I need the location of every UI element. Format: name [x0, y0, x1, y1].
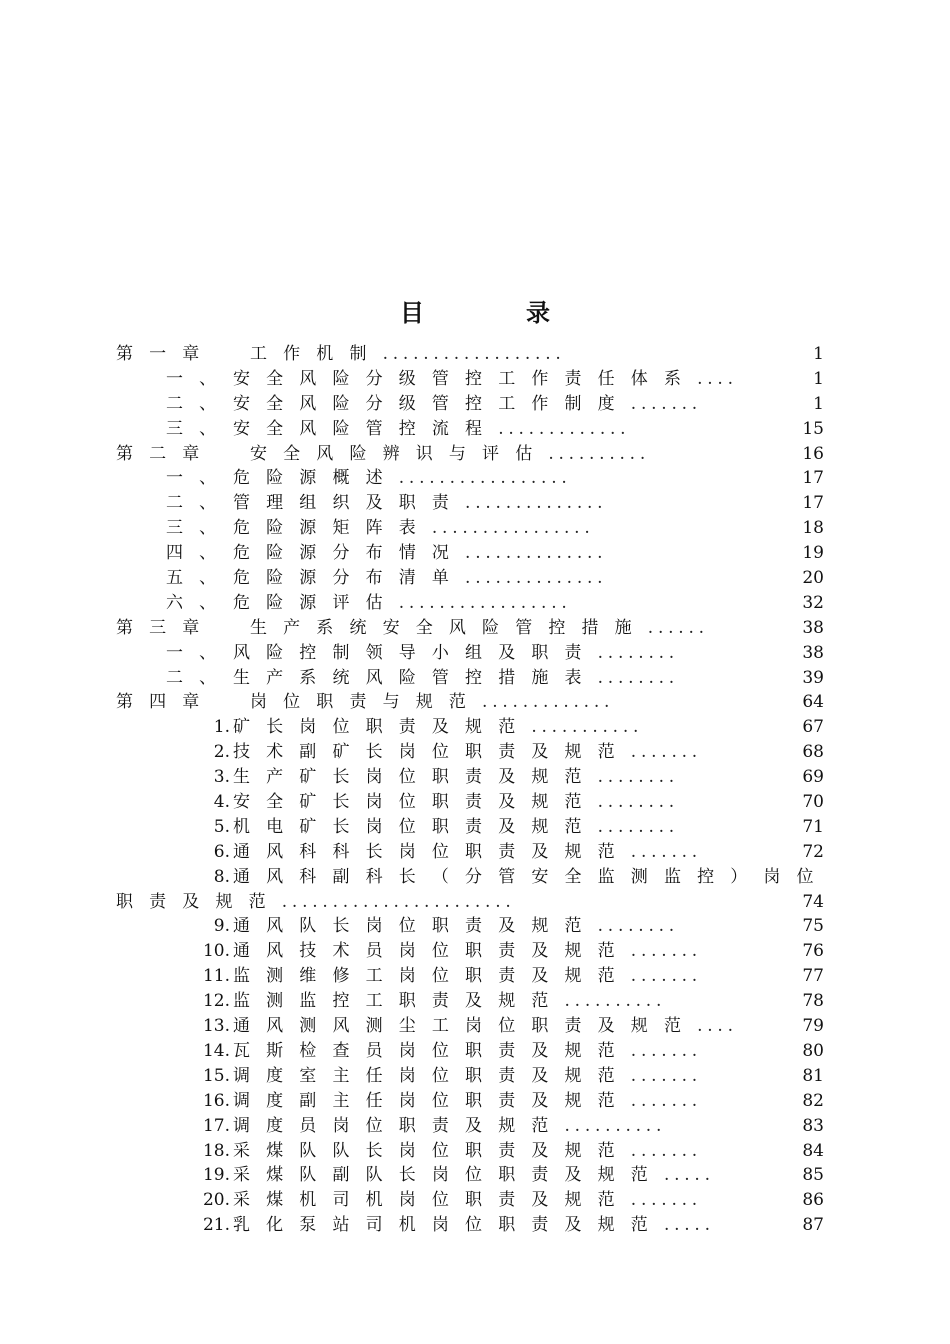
- toc-entry-title: 管理组织及职责: [233, 493, 466, 514]
- toc-entry-page-number: 39: [802, 667, 824, 688]
- toc-entry-title: 职责及规范: [116, 891, 282, 912]
- toc-entry-title: 危险源矩阵表: [233, 518, 432, 539]
- toc-entry-page-number: 87: [802, 1215, 824, 1236]
- toc-title-char-left: 目: [400, 298, 424, 327]
- toc-entry-title: 安全矿长岗位职责及规范: [233, 792, 598, 813]
- toc-entry-label: 一、: [166, 368, 233, 389]
- leader-dots: ........: [597, 792, 679, 813]
- toc-entry-title: 调度室主任岗位职责及规范: [233, 1065, 631, 1086]
- toc-entry-title: 工作机制: [250, 344, 383, 364]
- toc-entry-item[interactable]: [0, 840, 950, 865]
- leader-dots: .......: [630, 742, 702, 763]
- toc-entry-title: 危险源分布情况: [233, 543, 466, 564]
- toc-entry-label: 5.: [213, 816, 230, 837]
- toc-entry-page-number: 85: [802, 1165, 824, 1186]
- leader-dots: ....: [697, 1016, 738, 1037]
- leader-dots: .......: [630, 1140, 702, 1161]
- toc-entry-page-number: 15: [802, 418, 824, 439]
- toc-entry-section[interactable]: [0, 641, 950, 666]
- leader-dots: ..........: [548, 443, 650, 464]
- toc-entry-label: 9.: [213, 916, 230, 937]
- toc-entry-label: 第二章: [116, 443, 216, 464]
- toc-entry-title: 岗位职责与规范: [250, 692, 483, 713]
- toc-entry-label: 10.: [202, 941, 230, 962]
- toc-entry-title: 危险源评估: [233, 592, 399, 613]
- toc-entry-page-number: 80: [802, 1040, 824, 1061]
- leader-dots: ................: [431, 518, 595, 539]
- leader-dots: .......: [630, 1065, 702, 1086]
- toc-entry-page-number: 78: [802, 991, 824, 1012]
- leader-dots: .................: [398, 468, 572, 489]
- leader-dots: ........: [597, 667, 679, 688]
- leader-dots: ..............: [465, 568, 608, 589]
- toc-entry-label: 20.: [202, 1190, 230, 1211]
- toc-entry-page-number: 32: [802, 592, 824, 613]
- toc-entry-item[interactable]: [0, 1064, 950, 1089]
- toc-entry-title: 危险源概述: [233, 468, 399, 489]
- toc-entry-page-number: 83: [802, 1115, 824, 1136]
- toc-entry-page-number: 69: [802, 767, 824, 788]
- leader-dots: ..............: [465, 543, 608, 564]
- toc-entry-label: 六、: [166, 592, 233, 613]
- toc-entry-title: 采煤机司机岗位职责及规范: [233, 1190, 631, 1211]
- toc-entry-page-number: 79: [802, 1016, 824, 1037]
- toc-entry-item[interactable]: [0, 914, 950, 939]
- leader-dots: .......: [630, 1190, 702, 1211]
- toc-entry-label: 2.: [213, 742, 230, 763]
- toc-entry-label: 三、: [166, 518, 233, 539]
- toc-entry-label: 第三章: [116, 617, 216, 638]
- toc-entry-item[interactable]: [0, 989, 950, 1014]
- toc-entry-label: 二、: [166, 667, 233, 688]
- toc-entry-page-number: 64: [802, 692, 824, 713]
- toc-entry-item[interactable]: [0, 1139, 950, 1164]
- leader-dots: ..............: [465, 493, 608, 514]
- toc-entry-label: 二、: [166, 493, 233, 514]
- toc-entry-chapter[interactable]: [0, 442, 950, 467]
- toc-entry-label: 8.: [213, 866, 230, 887]
- toc-entry-title: 采煤队队长岗位职责及规范: [233, 1140, 631, 1161]
- toc-entry-page-number: 72: [802, 841, 824, 862]
- toc-entry-title: 调度副主任岗位职责及规范: [233, 1090, 631, 1111]
- toc-entry-title: 监测监控工职责及规范: [233, 991, 565, 1012]
- toc-entry-label: 一、: [166, 468, 233, 489]
- toc-entry-title: 生产矿长岗位职责及规范: [233, 767, 598, 788]
- toc-entry-item[interactable]: [0, 865, 950, 890]
- toc-entry-item[interactable]: [0, 1014, 950, 1039]
- toc-entry-item[interactable]: [0, 740, 950, 765]
- leader-dots: .......: [630, 1040, 702, 1061]
- toc-entry-title: 监测维修工岗位职责及规范: [233, 966, 631, 987]
- leader-dots: .......: [630, 966, 702, 987]
- toc-list: [0, 342, 950, 1238]
- leader-dots: ........: [597, 767, 679, 788]
- leader-dots: .......: [630, 941, 702, 962]
- leader-dots: .................: [398, 592, 572, 613]
- toc-entry-label: 13.: [202, 1016, 230, 1037]
- toc-entry-title: 机电矿长岗位职责及规范: [233, 816, 598, 837]
- toc-entry-label: 三、: [166, 418, 233, 439]
- leader-dots: .............: [482, 692, 615, 713]
- toc-entry-chapter[interactable]: [0, 690, 950, 715]
- toc-entry-page-number: 1: [813, 368, 824, 389]
- toc-entry-page-number: 86: [802, 1190, 824, 1211]
- leader-dots: .......: [630, 841, 702, 862]
- toc-entry-title: 技术副矿长岗位职责及规范: [233, 742, 631, 763]
- toc-entry-label: 17.: [202, 1115, 230, 1136]
- toc-entry-page-number: 76: [802, 941, 824, 962]
- toc-entry-item[interactable]: [0, 1163, 950, 1188]
- toc-entry-section[interactable]: [0, 516, 950, 541]
- toc-entry-title: 调度员岗位职责及规范: [233, 1115, 565, 1136]
- toc-entry-title: 危险源分布清单: [233, 568, 466, 589]
- leader-dots: ..........: [564, 1115, 667, 1136]
- toc-entry-section[interactable]: [0, 541, 950, 566]
- toc-entry-page-number: 77: [802, 966, 824, 987]
- toc-entry-item[interactable]: [0, 790, 950, 815]
- toc-entry-title: 安全风险分级管控工作制度: [233, 393, 631, 414]
- toc-entry-title: 风险控制领导小组及职责: [233, 642, 598, 663]
- toc-entry-title: 生产系统安全风险管控措施: [250, 617, 648, 638]
- toc-entry-section[interactable]: [0, 417, 950, 442]
- toc-entry-page-number: 71: [802, 816, 824, 837]
- toc-entry-page-number: 81: [802, 1065, 824, 1086]
- leader-dots: .....: [663, 1165, 715, 1186]
- toc-entry-item[interactable]: [0, 1039, 950, 1064]
- toc-entry-page-number: 17: [802, 468, 824, 489]
- toc-entry-label: 12.: [202, 991, 230, 1012]
- toc-entry-label: 21.: [202, 1215, 230, 1236]
- toc-entry-title: 生产系统风险管控措施表: [233, 667, 598, 688]
- toc-entry-page-number: 68: [802, 742, 824, 763]
- toc-entry-page-number: 1: [813, 393, 824, 414]
- leader-dots: .......: [630, 1090, 702, 1111]
- toc-entry-item[interactable]: [0, 964, 950, 989]
- leader-dots: ..................: [382, 344, 566, 364]
- leader-dots: .......................: [281, 891, 516, 912]
- toc-entry-label: 3.: [213, 767, 230, 788]
- toc-entry-section[interactable]: [0, 491, 950, 516]
- toc-entry-page-number: 84: [802, 1140, 824, 1161]
- leader-dots: ....: [697, 368, 738, 389]
- toc-entry-label: 6.: [213, 841, 230, 862]
- toc-entry-item[interactable]: [0, 765, 950, 790]
- toc-entry-label: 14.: [202, 1040, 230, 1061]
- leader-dots: ........: [597, 642, 679, 663]
- toc-entry-label: 15.: [202, 1065, 230, 1086]
- toc-entry-item[interactable]: [0, 715, 950, 740]
- toc-entry-title: 矿长岗位职责及规范: [233, 717, 532, 738]
- toc-entry-section[interactable]: [0, 367, 950, 392]
- toc-entry-section[interactable]: [0, 666, 950, 691]
- toc-entry-label: 二、: [166, 393, 233, 414]
- leader-dots: ......: [647, 617, 709, 638]
- toc-entry-label: 一、: [166, 642, 233, 663]
- toc-entry-section[interactable]: [0, 466, 950, 491]
- toc-entry-label: 16.: [202, 1090, 230, 1111]
- toc-entry-page-number: 82: [802, 1090, 824, 1111]
- toc-entry-title: 通风技术员岗位职责及规范: [233, 941, 631, 962]
- toc-entry-title: 安全风险辨识与评估: [250, 443, 549, 464]
- toc-entry-title: 通风测风测尘工岗位职责及规范: [233, 1016, 698, 1037]
- toc-entry-page-number: 18: [802, 518, 824, 539]
- leader-dots: ..........: [564, 991, 667, 1012]
- toc-entry-item[interactable]: [0, 1089, 950, 1114]
- toc-entry-item[interactable]: [0, 939, 950, 964]
- toc-entry-page-number: 38: [802, 642, 824, 663]
- toc-entry-page-number: 70: [802, 792, 824, 813]
- toc-title-char-right: 录: [526, 298, 550, 327]
- toc-entry-label: 五、: [166, 568, 233, 589]
- toc-entry-chapter[interactable]: [0, 616, 950, 641]
- toc-entry-item[interactable]: [0, 815, 950, 840]
- toc-entry-label: 11.: [202, 966, 230, 987]
- toc-entry-section[interactable]: [0, 566, 950, 591]
- toc-entry-item[interactable]: [0, 1188, 950, 1213]
- toc-entry-section[interactable]: [0, 392, 950, 417]
- toc-entry-label: 18.: [202, 1140, 230, 1161]
- toc-entry-label: 19.: [202, 1165, 230, 1186]
- toc-entry-label: 第一章: [116, 344, 216, 364]
- leader-dots: .....: [663, 1215, 715, 1236]
- leader-dots: ........: [597, 816, 679, 837]
- leader-dots: ...........: [531, 717, 644, 738]
- toc-entry-page-number: 16: [802, 443, 824, 464]
- toc-entry-page-number: 38: [802, 617, 824, 638]
- toc-entry-title: 通风队长岗位职责及规范: [233, 916, 598, 937]
- toc-entry-page-number: 17: [802, 493, 824, 514]
- toc-entry-continuation[interactable]: [0, 890, 950, 915]
- toc-entry-title: 安全风险分级管控工作责任体系: [233, 368, 698, 389]
- toc-entry-title: 通风科副科长（分管安全监测监控）岗位: [233, 866, 830, 887]
- toc-entry-title: 瓦斯检查员岗位职责及规范: [233, 1040, 631, 1061]
- toc-entry-label: 1.: [213, 717, 230, 738]
- toc-entry-page-number: 1: [813, 344, 824, 364]
- toc-entry-label: 四、: [166, 543, 233, 564]
- toc-entry-title: 乳化泵站司机岗位职责及规范: [233, 1215, 664, 1236]
- toc-entry-label: 4.: [213, 792, 230, 813]
- leader-dots: .......: [630, 393, 702, 414]
- toc-entry-chapter[interactable]: [0, 342, 950, 367]
- toc-entry-section[interactable]: [0, 591, 950, 616]
- toc-title: [400, 296, 550, 330]
- leader-dots: .............: [498, 418, 631, 439]
- leader-dots: ........: [597, 916, 679, 937]
- toc-entry-label: 第四章: [116, 692, 216, 713]
- toc-entry-page-number: 67: [802, 717, 824, 738]
- toc-entry-item[interactable]: [0, 1114, 950, 1139]
- toc-entry-title: 采煤队副队长岗位职责及规范: [233, 1165, 664, 1186]
- toc-entry-page-number: 75: [802, 916, 824, 937]
- toc-entry-title: 通风科科长岗位职责及规范: [233, 841, 631, 862]
- toc-entry-page-number: 74: [802, 891, 824, 912]
- toc-entry-page-number: 19: [802, 543, 824, 564]
- toc-entry-title: 安全风险管控流程: [233, 418, 499, 439]
- toc-entry-page-number: 20: [802, 568, 824, 589]
- toc-entry-item[interactable]: [0, 1213, 950, 1238]
